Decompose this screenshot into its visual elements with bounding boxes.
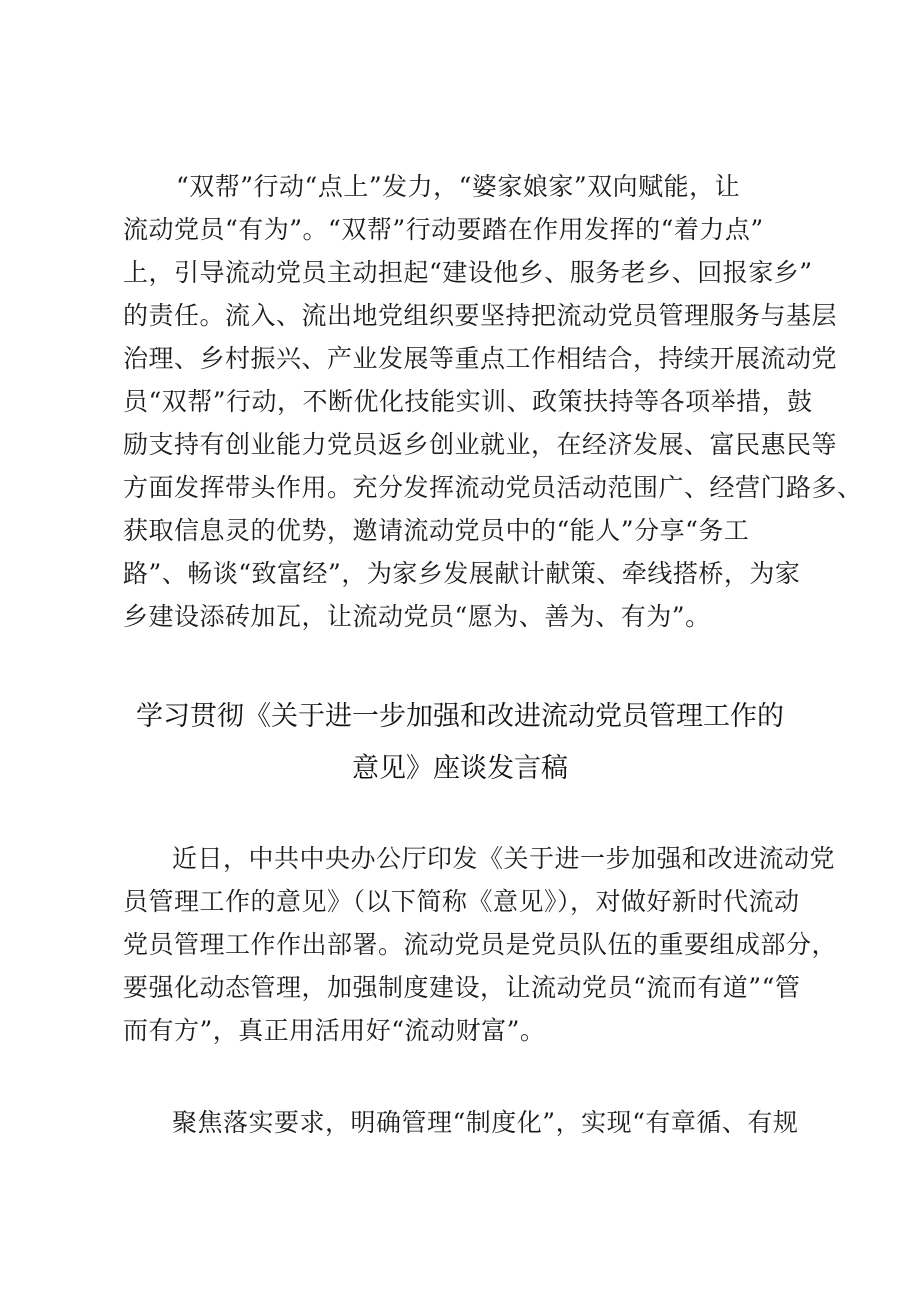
paragraph-line: 聚焦落实要求，明确管理“制度化”，实现“有章循、有规 [172, 1108, 799, 1137]
paragraph-line: 员“双帮”行动，不断优化技能实训、政策扶持等各项举措，鼓 [123, 387, 813, 416]
paragraph-line: 流动党员“有为”。“双帮”行动要踏在作用发挥的“着力点” [123, 215, 764, 244]
paragraph-line: 方面发挥带头作用。充分发挥流动党员活动范围广、经营门路多、 [123, 473, 863, 502]
title-line-1: 学习贯彻《关于进一步加强和改进流动党员管理工作的 [136, 701, 784, 732]
paragraph-line: 治理、乡村振兴、产业发展等重点工作相结合，持续开展流动党 [123, 344, 838, 373]
paragraph-line: 路”、畅谈“致富经”，为家乡发展献计献策、牵线搭桥，为家 [123, 559, 801, 588]
paragraph-line: 而有方”，真正用活用好“流动财富”。 [123, 1016, 546, 1045]
paragraph-line: 乡建设添砖加瓦，让流动党员“愿为、善为、有为”。 [123, 602, 711, 631]
paragraph-line: 要强化动态管理，加强制度建设，让流动党员“流而有道”“管 [123, 973, 801, 1002]
paragraph-line: 上，引导流动党员主动担起“建设他乡、服务老乡、回报家乡” [123, 258, 813, 287]
paragraph-line: 励支持有创业能力党员返乡创业就业，在经济发展、富民惠民等 [123, 430, 838, 459]
paragraph-line: 党员管理工作作出部署。流动党员是党员队伍的重要组成部分， [123, 930, 838, 959]
paragraph-line: 近日，中共中央办公厅印发《关于进一步加强和改进流动党 [172, 844, 836, 873]
paragraph-line: “双帮”行动“点上”发力，“婆家娘家”双向赋能，让 [176, 172, 741, 201]
paragraph-line: 员管理工作的意见》（以下简称《意见》），对做好新时代流动 [123, 887, 800, 916]
paragraph-line: 获取信息灵的优势，邀请流动党员中的“能人”分享“务工 [123, 516, 750, 545]
title-line-2: 意见》座谈发言稿 [352, 753, 568, 784]
paragraph-line: 的责任。流入、流出地党组织要坚持把流动党员管理服务与基层 [123, 301, 838, 330]
